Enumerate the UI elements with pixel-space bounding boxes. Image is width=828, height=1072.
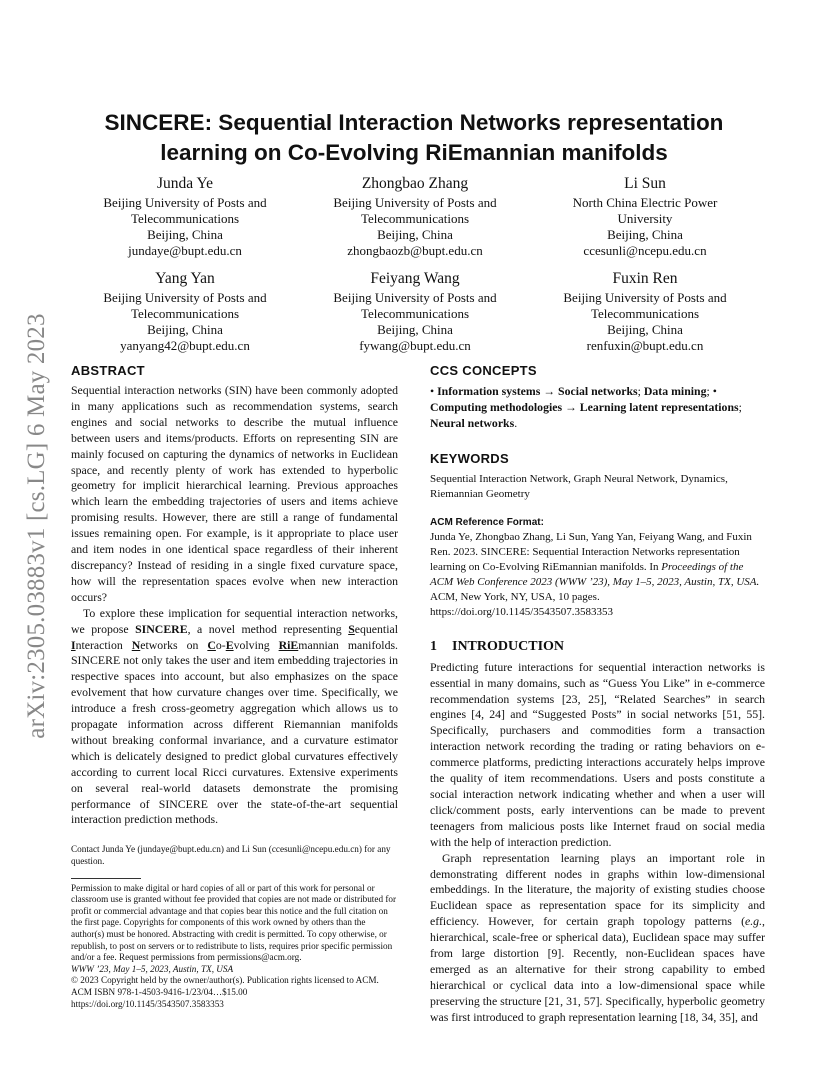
ccs-arrow: →	[562, 399, 580, 414]
author-email[interactable]: zhongbaozb@bupt.edu.cn	[347, 243, 483, 258]
ccs-heading: CCS CONCEPTS	[430, 363, 537, 378]
author-name: Fuxin Ren	[612, 270, 678, 287]
intro-text: , hierarchical, scale-free or spherical data), Euclidean space may suffer from large distortion [9]. Recently, non-Euclidean spaces have emerged as an alternative for their strong capability to embed hierarchical or cyclical data into a low-dimensional space while preserving the structure [21, 31, 57]. Specifically, hyperbolic geometry was first introduced to graph representation learning [18, 34, 35], and	[430, 914, 765, 1024]
author-row-1	[70, 174, 760, 259]
author-affiliation: Beijing University of Posts and	[103, 195, 267, 210]
title-line-2: learning on Co-Evolving RiEmannian manifolds	[160, 140, 668, 165]
intro-paragraph-2	[430, 851, 765, 1026]
arxiv-identifier: arXiv:2305.03883v1 [cs.LG] 6 May 2023	[23, 313, 50, 739]
title-line-1: SINCERE: Sequential Interaction Networks representation	[104, 110, 724, 135]
abstract-text: equential	[354, 621, 398, 636]
isbn-line: ACM ISBN 978-1-4503-9416-1/23/04…$15.00	[71, 986, 248, 997]
acm-reference-venue: Proceedings of the ACM Web Conference 2023 (WWW ’23), May 1–5, 2023, Austin, TX, USA.	[430, 560, 760, 588]
acronym-letter: I	[71, 637, 76, 652]
author-email[interactable]: ccesunli@ncepu.edu.cn	[583, 243, 707, 258]
permission-notice: Permission to make digital or hard copies of all or part of this work for personal or classroom use is granted without fee provided that copies are not made or distributed for profit or commercial advantage and that copies bear this notice and the full citation on the first page. Copyrights for components of this work owned by others than the author(s) must be honored. Abstracting with credit is permitted. To copy otherwise, or republish, to post on servers or to redistribute to lists, requires prior specific permission and/or a fee. Request permissions from permissions@acm.org.	[71, 882, 397, 963]
ccs-arrow: →	[540, 384, 559, 398]
intro-text: Graph representation learning plays an important role in demonstrating different nodes in graphs within low-dimensional embeddings. In the literature, the majority of existing studies choose Euclidean space as representation space for its simplicity and efficiency. However, for certain graph topology patterns (	[430, 850, 765, 929]
footnote-divider	[71, 878, 141, 879]
acronym-letter: S	[348, 621, 355, 636]
ccs-item: Information systems	[437, 384, 541, 398]
author-affiliation: Telecommunications	[130, 306, 240, 321]
acm-reference-label: ACM Reference Format:	[430, 516, 544, 528]
abstract-paragraph-2	[71, 606, 398, 829]
author-affiliation: Telecommunications	[130, 211, 240, 226]
ccs-bullet: •	[430, 384, 438, 398]
paper-title	[60, 108, 768, 168]
author-block	[300, 269, 530, 354]
acronym-letter: N	[131, 637, 141, 652]
author-affiliation: Beijing University of Posts and	[103, 290, 267, 305]
author-name: Yang Yan	[155, 270, 215, 287]
author-affiliation: Telecommunications	[360, 211, 470, 226]
ccs-item: Data mining	[643, 384, 707, 398]
abstract-text: To explore these implication for sequential interaction networks, we propose	[71, 605, 398, 636]
acronym-letter: C	[207, 637, 216, 652]
acm-reference-text: Junda Ye, Zhongbao Zhang, Li Sun, Yang Yan, Feiyang Wang, and Fuxin Ren. 2023. SINCERE: Sequential Interaction Networks representation learning on Co-Evolving RiEmannian manifolds. In	[430, 530, 752, 573]
author-location: Beijing, China	[607, 322, 683, 337]
intro-paragraph-1: Predicting future interactions for sequential interaction networks is essential in many domains, such as “Guess You Like” in e-commerce recommendation systems [23, 25], “Related Searches” in search engines [4, 24] and “Suggested Posts” in social networks [51, 55]. Specifically, purchasers and commodities form a transaction interaction network recording the trading or rating behaviors on e-commerce platforms, predicting interactions accurately helps improve the quality of item recommendations. Users and posts constitute a social interaction network indicating whether and when a user will click/comment posts, early interventions can be made to prevent teenagers from malicious posts like Internet fraud on social media with the help of interaction prediction.	[430, 659, 765, 849]
left-column	[71, 362, 398, 1010]
author-location: Beijing, China	[377, 227, 453, 242]
author-email[interactable]: jundaye@bupt.edu.cn	[128, 243, 242, 258]
keywords-heading: KEYWORDS	[430, 450, 509, 466]
author-location: Beijing, China	[147, 322, 223, 337]
author-block	[300, 174, 530, 259]
author-name: Feiyang Wang	[370, 270, 460, 287]
author-block	[70, 174, 300, 259]
author-block	[530, 269, 760, 354]
arxiv-sidebar	[22, 286, 52, 766]
ccs-item: Computing methodologies	[430, 399, 563, 414]
author-location: Beijing, China	[377, 322, 453, 337]
ccs-separator: ; •	[706, 384, 717, 398]
abstract-text: , a novel method representing	[187, 621, 349, 636]
acm-reference-text: ACM, New York, NY, USA, 10 pages. https://doi.org/10.1145/3543507.3583353	[430, 590, 614, 618]
intro-text-italic: e.g.	[745, 914, 763, 929]
author-affiliation: North China Electric Power	[572, 195, 718, 210]
acronym-letter: RiE	[278, 637, 299, 652]
author-email[interactable]: renfuxin@bupt.edu.cn	[586, 338, 704, 353]
author-name: Li Sun	[624, 175, 666, 192]
doi-line[interactable]: https://doi.org/10.1145/3543507.3583353	[71, 998, 224, 1009]
ccs-end: .	[514, 415, 518, 430]
author-location: Beijing, China	[147, 227, 223, 242]
author-row-2	[70, 269, 760, 354]
abstract-text: mannian manifolds. SINCERE not only takes the user and item embedding trajectories in respective spaces into account, but also emphasizes on the space evolvement that how curvature changes over time. Specifically, we introduce a fresh cross-geometry aggregation which allows us to propagate information across different Riemannian manifolds without breaking conformal invariance, and a curvature estimator which is delicately designed to predict global curvatures effectively according to current local Ricci curvatures. Extensive experiments on several real-world datasets demonstrate the promising performance of SINCERE over the state-of-the-art sequential interaction prediction methods.	[71, 637, 399, 827]
author-email[interactable]: fywang@bupt.edu.cn	[359, 338, 471, 353]
author-affiliation: Telecommunications	[590, 306, 700, 321]
section-number: 1	[430, 638, 437, 654]
author-name: Junda Ye	[157, 175, 213, 192]
acronym-letter: E	[225, 637, 234, 652]
ccs-concepts	[430, 384, 765, 432]
contact-footnote: Contact Junda Ye (jundaye@bupt.edu.cn) and Li Sun (ccesunli@ncepu.edu.cn) for any question.	[71, 844, 391, 866]
author-affiliation: Beijing University of Posts and	[333, 290, 497, 305]
ccs-separator: ;	[738, 399, 742, 414]
acm-reference	[430, 530, 765, 620]
abstract-paragraph-1: Sequential interaction networks (SIN) have been commonly adopted in many applications such as recommendation systems, search engines and social networks to describe the mutual influence between users and items/products. Efforts on representing SIN are mainly focused on capturing the dynamics of networks in Euclidean space, and recently plenty of work has extended to hyperbolic geometry for implicit hierarchical learning. Previous approaches which learn the embedding trajectories of users and items achieve promising results. However, there are still a range of fundamental issues remaining open. For example, is it appropriate to place user and item nodes in one identical space regardless of their inherent discrepancy? Instead of residing in a single fixed curvature space, how will the representation spaces evolve when new interaction occurs?	[71, 383, 398, 604]
author-name: Zhongbao Zhang	[361, 175, 469, 192]
right-column	[430, 362, 765, 1026]
abstract-text: volving	[233, 637, 279, 652]
author-location: Beijing, China	[607, 227, 683, 242]
abstract-heading: ABSTRACT	[71, 363, 145, 378]
author-affiliation: University	[617, 211, 673, 226]
abstract-text: etworks on	[140, 637, 208, 652]
author-email[interactable]: yanyang42@bupt.edu.cn	[120, 338, 250, 353]
author-affiliation: Telecommunications	[360, 306, 470, 321]
author-block	[70, 269, 300, 354]
introduction-heading	[430, 638, 765, 656]
author-affiliation: Beijing University of Posts and	[563, 290, 727, 305]
author-affiliation: Beijing University of Posts and	[333, 195, 497, 210]
author-block	[530, 174, 760, 259]
abstract-text: o-	[215, 637, 226, 652]
keywords-text: Sequential Interaction Network, Graph Neural Network, Dynamics, Riemannian Geometry	[430, 472, 728, 500]
ccs-separator: ;	[637, 384, 644, 398]
conference-line: WWW ’23, May 1–5, 2023, Austin, TX, USA	[71, 963, 234, 974]
method-name: SINCERE	[135, 621, 188, 636]
ccs-item: Neural networks	[430, 415, 515, 430]
copyright-line: © 2023 Copyright held by the owner/author(s). Publication rights licensed to ACM.	[71, 975, 379, 986]
ccs-item: Social networks	[558, 384, 638, 398]
ccs-item: Learning latent representations	[579, 399, 739, 414]
abstract-text: nteraction	[75, 637, 132, 652]
section-title: INTRODUCTION	[452, 638, 565, 654]
